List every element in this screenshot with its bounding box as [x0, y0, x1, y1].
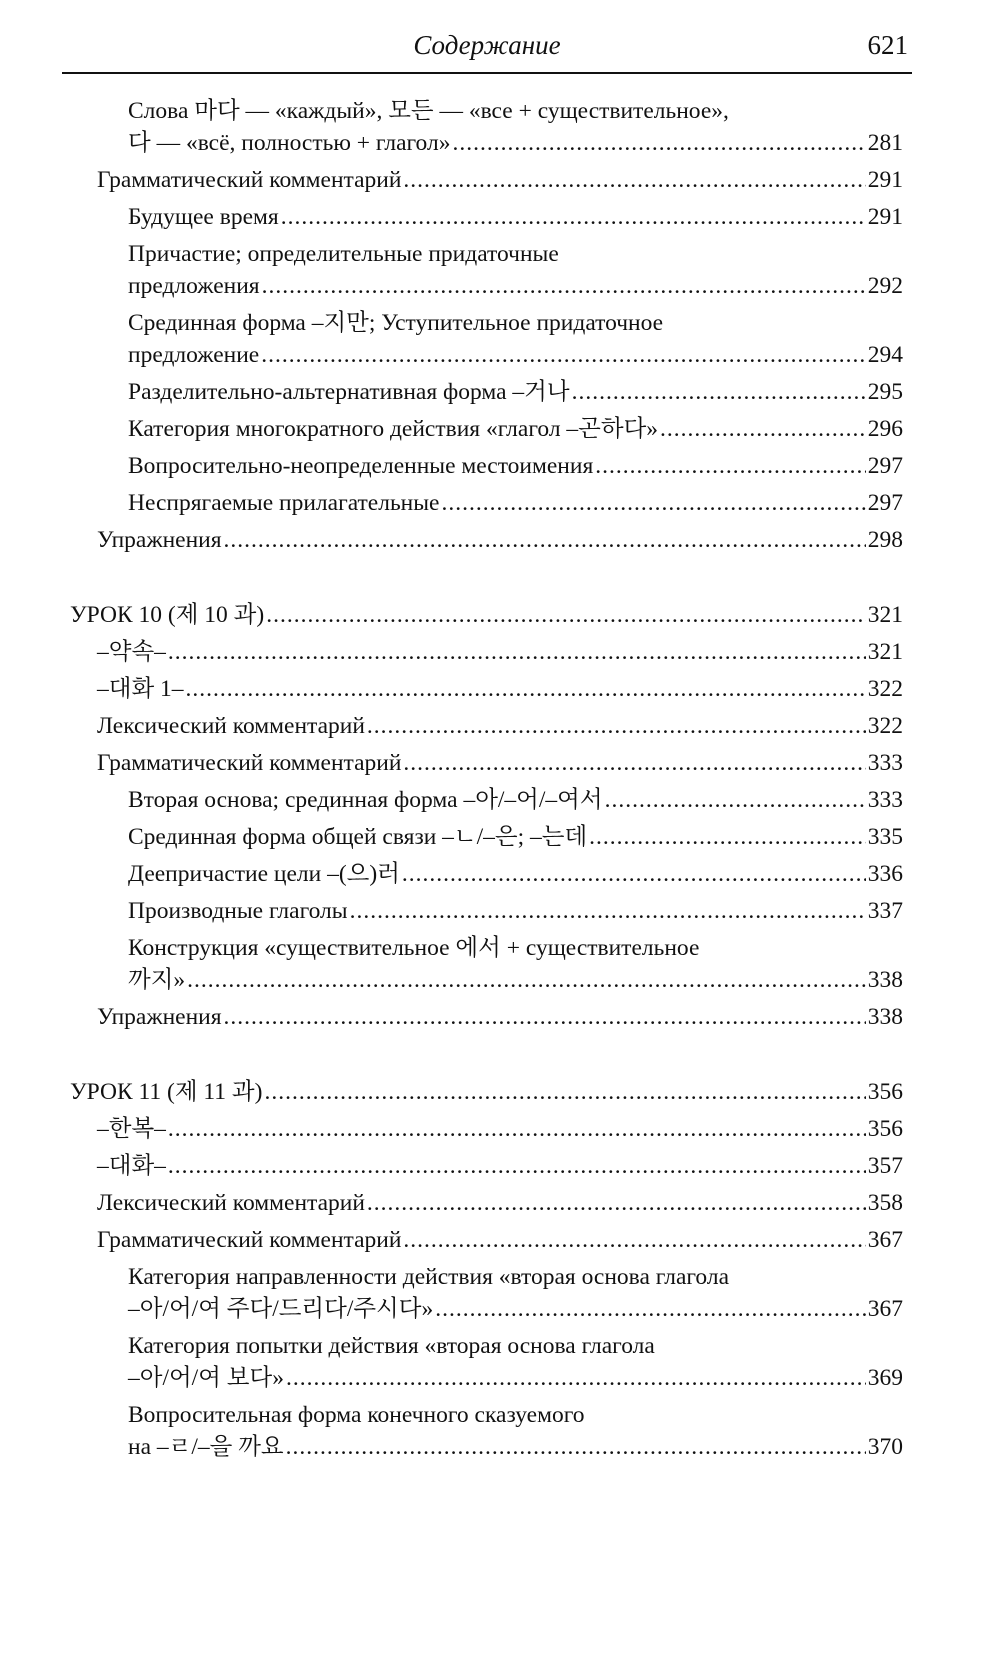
toc-entry-title: –대화– [97, 1153, 166, 1179]
toc-entry-line [97, 673, 903, 705]
dot-leader [286, 1431, 866, 1463]
dot-leader [262, 270, 866, 302]
dot-leader [264, 1076, 865, 1108]
toc-page-number: 367 [867, 1296, 903, 1322]
toc-entry[interactable] [0, 673, 1000, 705]
toc-entry-title: –약속– [97, 639, 166, 665]
toc-page-number: 370 [867, 1434, 903, 1460]
table-of-contents [0, 95, 1000, 1468]
toc-entry[interactable] [0, 524, 1000, 556]
toc-entry-line [97, 1224, 903, 1256]
toc-entry-line [128, 450, 903, 482]
toc-entry-line [128, 1431, 903, 1463]
dot-leader [589, 821, 866, 853]
toc-entry[interactable] [0, 201, 1000, 233]
toc-entry-title: Упражнения [97, 527, 222, 553]
toc-entry-line [128, 784, 903, 816]
toc-entry-line [128, 1293, 903, 1325]
toc-page-number: 291 [867, 167, 903, 193]
toc-entry-title: Будущее время [128, 204, 279, 230]
toc-entry[interactable] [0, 636, 1000, 668]
toc-entry-title: УРОК 10 (제 10 과) [70, 602, 265, 628]
toc-page-number: 369 [867, 1365, 903, 1391]
toc-chapter-entry[interactable] [0, 1076, 1000, 1108]
toc-page-number: 297 [867, 453, 903, 479]
toc-page-number: 291 [867, 204, 903, 230]
toc-entry-title: Вопросительно-неопределенные местоимения [128, 453, 594, 479]
toc-entry-line [128, 270, 903, 302]
toc-entry-line [97, 1001, 903, 1033]
dot-leader [403, 747, 865, 779]
toc-page-number: 356 [867, 1116, 903, 1142]
dot-leader [266, 599, 866, 631]
dot-leader [402, 858, 866, 890]
toc-entry[interactable] [0, 821, 1000, 853]
dot-leader [595, 450, 866, 482]
toc-entry[interactable] [0, 784, 1000, 816]
dot-leader [168, 1150, 866, 1182]
toc-page-number: 333 [867, 787, 903, 813]
toc-entry-title: Лексический комментарий [97, 1190, 365, 1216]
toc-entry[interactable] [0, 747, 1000, 779]
toc-entry-line [97, 747, 903, 779]
toc-entry[interactable] [0, 1399, 1000, 1463]
toc-entry-line [128, 964, 903, 996]
toc-page-number: 356 [867, 1079, 903, 1105]
toc-entry-title: Упражнения [97, 1004, 222, 1030]
toc-page-number: 333 [867, 750, 903, 776]
dot-leader [281, 201, 866, 233]
toc-page-number: 322 [867, 676, 903, 702]
toc-entry-title: УРОК 11 (제 11 과) [70, 1079, 263, 1105]
toc-entry-title: 까지» [128, 967, 186, 993]
toc-entry[interactable] [0, 1330, 1000, 1394]
dot-leader [224, 524, 866, 556]
toc-entry-line [70, 1076, 903, 1108]
toc-entry-title: на –ㄹ/–을 까요 [128, 1434, 284, 1460]
toc-page-number: 295 [867, 379, 903, 405]
toc-page-number: 281 [867, 130, 903, 156]
toc-entry-line [97, 636, 903, 668]
toc-entry-title-line: Срединная форма –지만; Уступительное придаточное [128, 310, 664, 336]
toc-entry[interactable] [0, 95, 1000, 159]
toc-entry[interactable] [0, 710, 1000, 742]
toc-entry-title-line: Категория попытки действия «вторая основа глагола [128, 1333, 655, 1359]
toc-entry[interactable] [0, 1001, 1000, 1033]
toc-page-number: 321 [867, 639, 903, 665]
toc-page-number: 338 [867, 967, 903, 993]
dot-leader [186, 673, 866, 705]
toc-entry-title: предложение [128, 342, 260, 368]
dot-leader [452, 127, 865, 159]
toc-entry-line [128, 376, 903, 408]
toc-entry-line [128, 413, 903, 445]
toc-page-number: 296 [867, 416, 903, 442]
toc-entry-line [97, 524, 903, 556]
dot-leader [168, 1113, 866, 1145]
toc-page-number: 335 [867, 824, 903, 850]
dot-leader [660, 413, 866, 445]
toc-entry[interactable] [0, 1261, 1000, 1325]
toc-entry-title: Вторая основа; срединная форма –아/–어/–여서 [128, 787, 603, 813]
toc-entry-line [97, 1150, 903, 1182]
dot-leader [572, 376, 866, 408]
toc-page-number: 297 [867, 490, 903, 516]
toc-entry-title: Лексический комментарий [97, 713, 365, 739]
toc-entry-line [128, 858, 903, 890]
toc-entry-title: 다 — «всё, полностью + глагол» [128, 130, 451, 156]
toc-entry[interactable] [0, 1187, 1000, 1219]
toc-entry-line [128, 895, 903, 927]
toc-entry-line [97, 710, 903, 742]
toc-entry-title: Срединная форма общей связи –ㄴ/–은; –는데 [128, 824, 588, 850]
toc-entry-title: –한복– [97, 1116, 166, 1142]
toc-entry[interactable] [0, 413, 1000, 445]
running-title: Содержание [413, 30, 561, 60]
toc-page-number: 337 [867, 898, 903, 924]
toc-page-number: 294 [867, 342, 903, 368]
toc-page-number: 338 [867, 1004, 903, 1030]
toc-entry-title: Категория многократного действия «глагол –곤하다» [128, 416, 659, 442]
dot-leader [261, 339, 866, 371]
toc-page-number: 357 [867, 1153, 903, 1179]
toc-entry-title: Грамматический комментарий [97, 167, 402, 193]
toc-entry[interactable] [0, 164, 1000, 196]
toc-entry-line [97, 164, 903, 196]
dot-leader [187, 964, 866, 996]
toc-entry[interactable] [0, 238, 1000, 302]
toc-entry-title: –대화 1– [97, 676, 184, 702]
dot-leader [350, 895, 866, 927]
toc-page-number: 321 [867, 602, 903, 628]
dot-leader [403, 164, 865, 196]
page-number: 621 [867, 30, 908, 60]
toc-entry-line [128, 339, 903, 371]
toc-entry-title: –아/어/여 보다» [128, 1365, 284, 1391]
toc-entry-title: Грамматический комментарий [97, 750, 402, 776]
dot-leader [224, 1001, 866, 1033]
toc-entry[interactable] [0, 1150, 1000, 1182]
toc-entry-title: Неспрягаемые прилагательные [128, 490, 440, 516]
toc-page-number: 322 [867, 713, 903, 739]
toc-entry[interactable] [0, 487, 1000, 519]
toc-entry-line [128, 127, 903, 159]
toc-entry-title: предложения [128, 273, 260, 299]
toc-entry-title-line: Слова 마다 — «каждый», 모든 — «все + существительное», [128, 98, 729, 124]
toc-page-number: 336 [867, 861, 903, 887]
toc-entry-line [128, 201, 903, 233]
dot-leader [403, 1224, 865, 1256]
page-header [62, 28, 912, 74]
toc-entry-title-line: Вопросительная форма конечного сказуемого [128, 1402, 585, 1428]
toc-entry-line [97, 1187, 903, 1219]
toc-entry-title: Разделительно-альтернативная форма –거나 [128, 379, 570, 405]
dot-leader [367, 710, 866, 742]
toc-entry[interactable] [0, 1224, 1000, 1256]
toc-entry-line [128, 821, 903, 853]
toc-chapter-entry[interactable] [0, 599, 1000, 631]
dot-leader [367, 1187, 866, 1219]
dot-leader [168, 636, 866, 668]
toc-entry-title-line: Причастие; определительные придаточные [128, 241, 559, 267]
toc-entry-line [97, 1113, 903, 1145]
dot-leader [605, 784, 866, 816]
toc-entry[interactable] [0, 932, 1000, 996]
toc-entry-line [128, 487, 903, 519]
dot-leader [435, 1293, 866, 1325]
toc-entry[interactable] [0, 895, 1000, 927]
toc-entry[interactable] [0, 858, 1000, 890]
toc-page-number: 367 [867, 1227, 903, 1253]
dot-leader [286, 1362, 866, 1394]
toc-entry[interactable] [0, 1113, 1000, 1145]
toc-entry[interactable] [0, 307, 1000, 371]
toc-entry-title-line: Конструкция «существительное 에서 + существительное [128, 935, 700, 961]
toc-entry-title: Деепричастие цели –(으)러 [128, 861, 400, 887]
toc-entry-line [70, 599, 903, 631]
toc-page-number: 358 [867, 1190, 903, 1216]
toc-page-number: 292 [867, 273, 903, 299]
toc-entry-title: Производные глаголы [128, 898, 348, 924]
toc-entry-title-line: Категория направленности действия «вторая основа глагола [128, 1264, 730, 1290]
toc-entry[interactable] [0, 450, 1000, 482]
toc-entry-title: Грамматический комментарий [97, 1227, 402, 1253]
dot-leader [441, 487, 865, 519]
toc-entry[interactable] [0, 376, 1000, 408]
toc-page-number: 298 [867, 527, 903, 553]
toc-entry-line [128, 1362, 903, 1394]
toc-entry-title: –아/어/여 주다/드리다/주시다» [128, 1296, 434, 1322]
